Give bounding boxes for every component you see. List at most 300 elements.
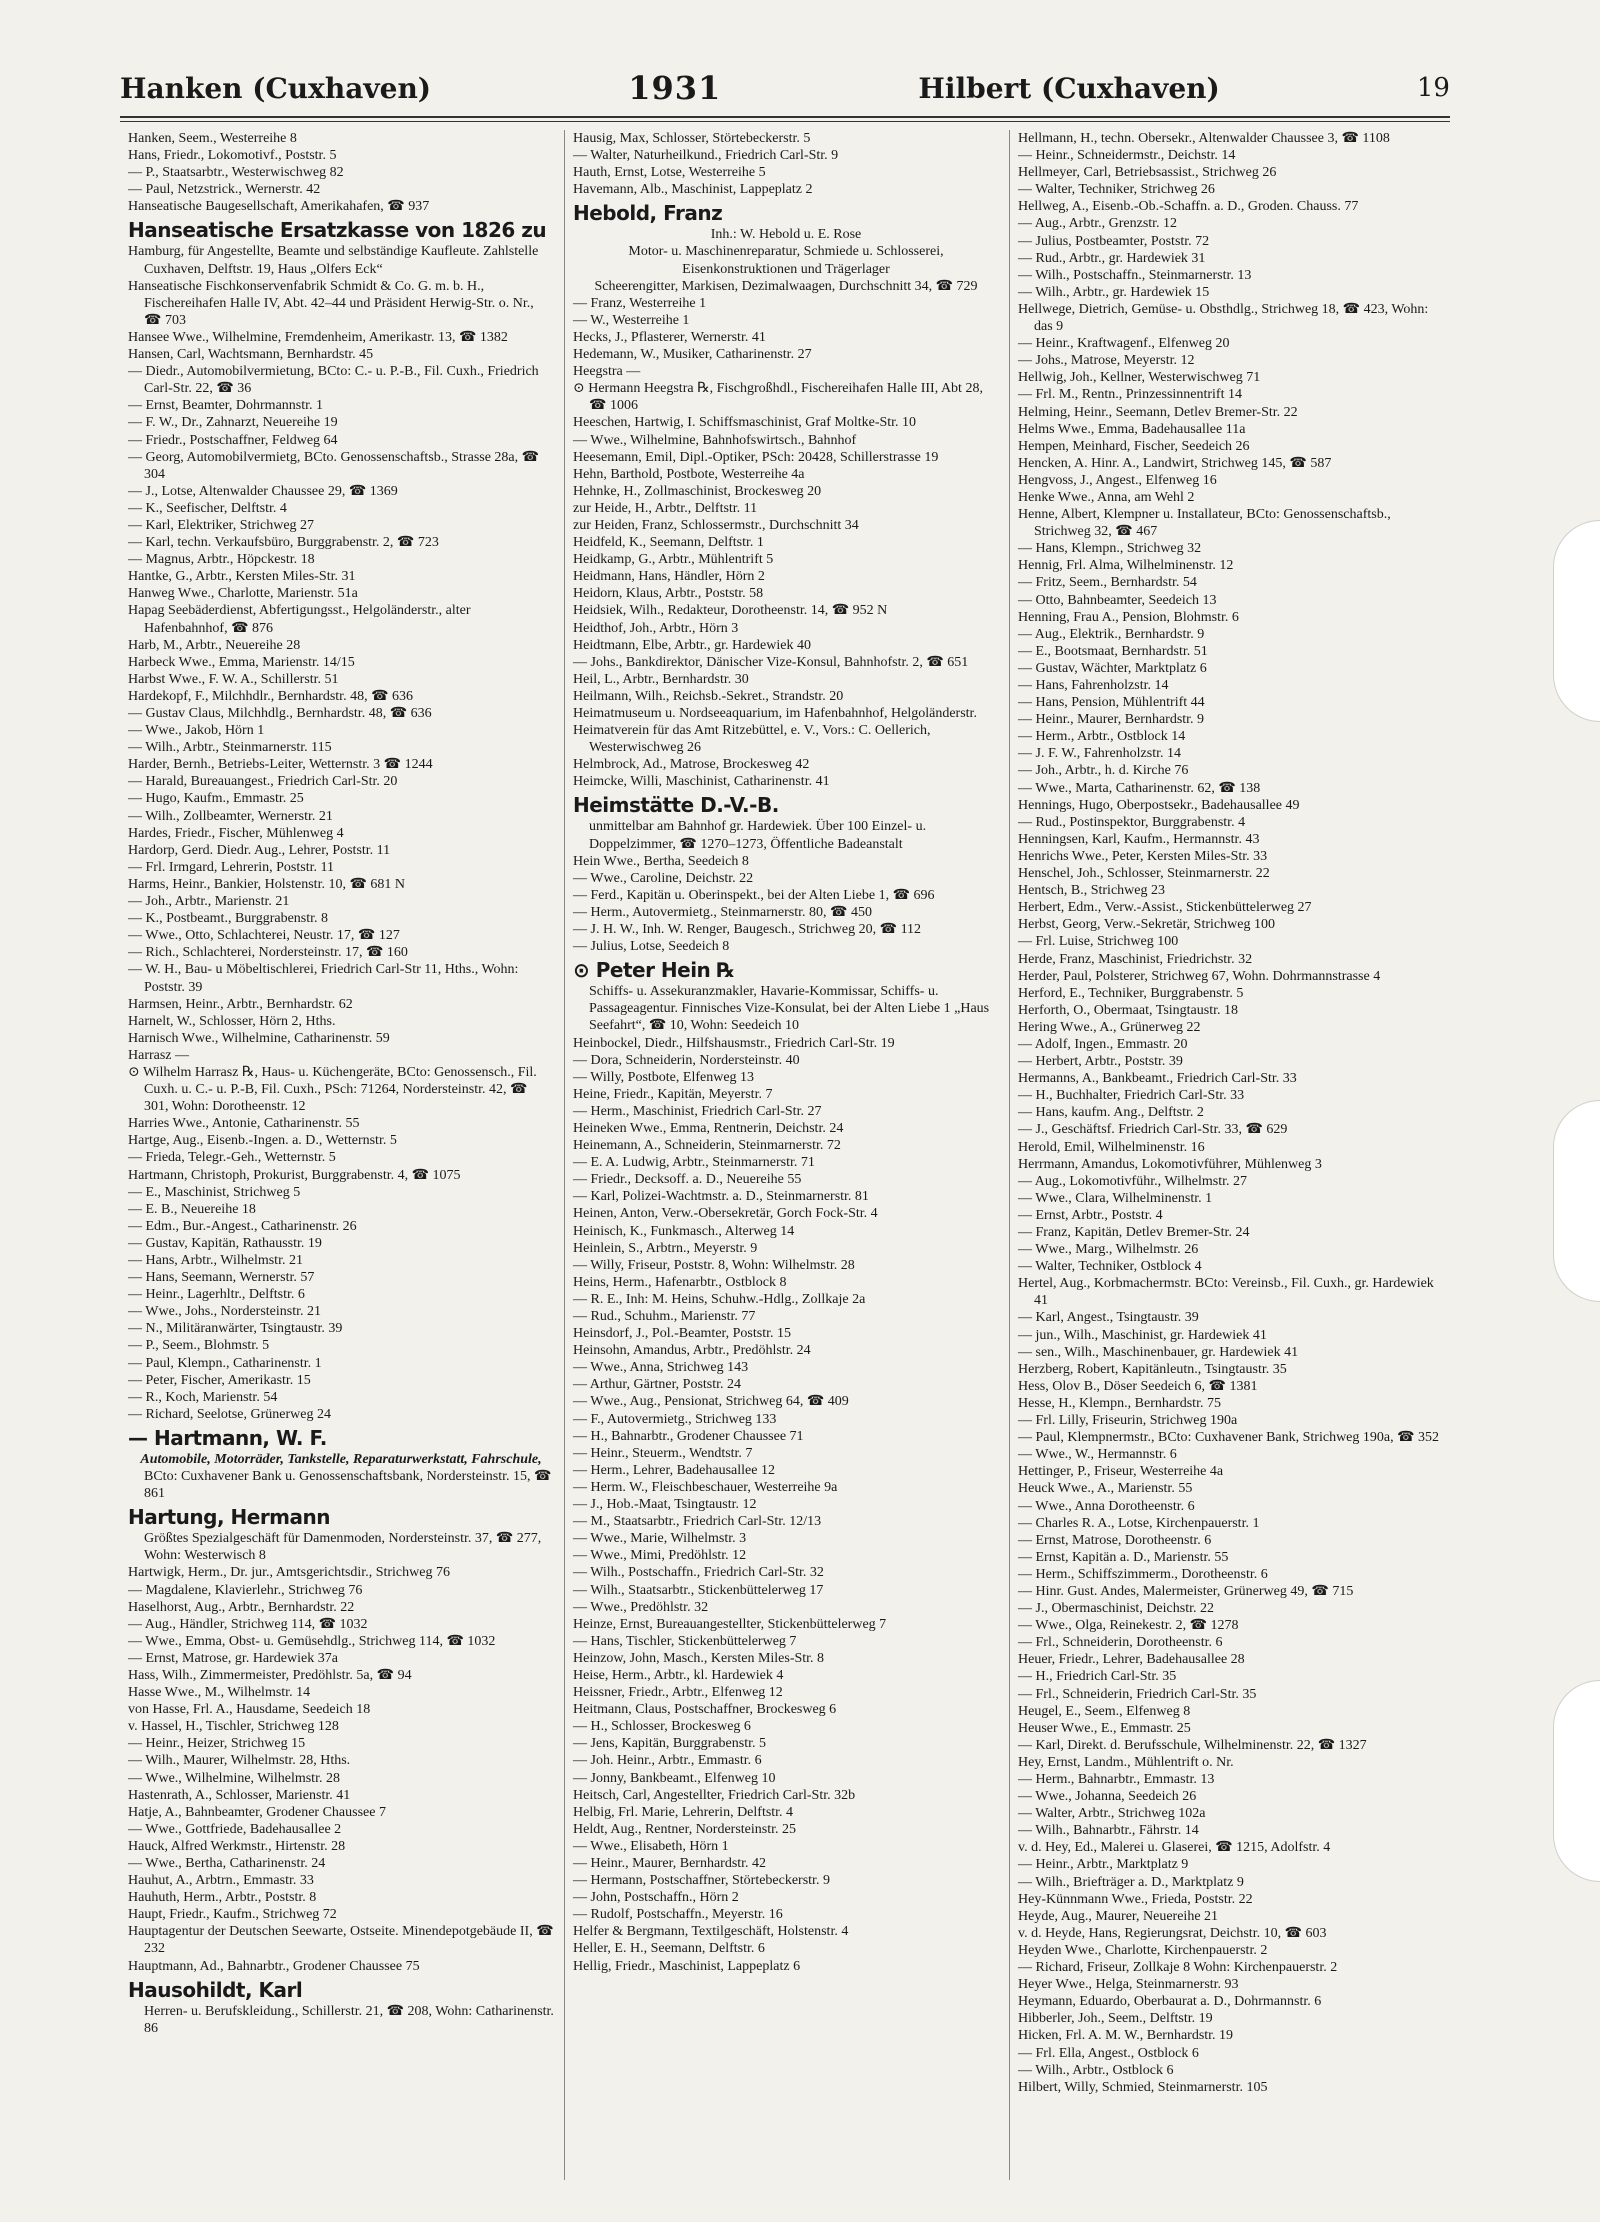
directory-entry: Heidthof, Joh., Arbtr., Hörn 3 xyxy=(573,620,739,636)
directory-entry: — Hugo, Kaufm., Emmastr. 25 xyxy=(128,791,304,807)
directory-entry: Hebold, Franz xyxy=(573,201,723,226)
directory-entry: — Walter, Arbtr., Strichweg 102a xyxy=(1018,1806,1206,1822)
directory-entry: Heitmann, Claus, Postschaffner, Brockesweg 6 xyxy=(573,1702,837,1718)
directory-entry: Hellwege, Dietrich, Gemüse- u. Obsthdlg., Strichweg 18, ☎ 423, Wohn: das 9 xyxy=(1018,301,1429,335)
directory-entry: Heeschen, Hartwig, I. Schiffsmaschinist, Graf Moltke-Str. 10 xyxy=(573,415,917,431)
directory-entry: — Frl. M., Rentn., Prinzessinnentrift 14 xyxy=(1018,387,1242,403)
directory-entry: Hecks, J., Pflasterer, Wernerstr. 41 xyxy=(573,329,766,345)
directory-entry: Hauth, Ernst, Lotse, Westerreihe 5 xyxy=(573,165,766,181)
directory-entry: — Ferd., Kapitän u. Oberinspekt., bei der Alten Liebe 1, ☎ 696 xyxy=(573,887,935,903)
directory-entry: — Herm., Lehrer, Badehausallee 12 xyxy=(573,1462,775,1478)
directory-entry: — Richard, Friseur, Zollkaje 8 Wohn: Kirchenpauerstr. 2 xyxy=(1018,1960,1338,1976)
directory-entry: Heinsohn, Amandus, Arbtr., Predöhlstr. 24 xyxy=(573,1343,811,1359)
directory-entry: — W., Westerreihe 1 xyxy=(573,312,690,328)
directory-entry: — Jonny, Bankbeamt., Elfenweg 10 xyxy=(573,1770,776,1786)
column-2 xyxy=(564,130,999,2180)
directory-entry: — Diedr., Automobilvermietung, BCto: C.- u. P.-B., Fil. Cuxh., Friedrich Carl-Str. 22, ☎ 36 xyxy=(128,364,539,397)
directory-entry: Harnelt, W., Schlosser, Hörn 2, Hths. xyxy=(128,1013,336,1029)
directory-entry: — Rud., Arbtr., gr. Hardewiek 31 xyxy=(1018,250,1206,266)
directory-entry: — jun., Wilh., Maschinist, gr. Hardewiek 41 xyxy=(1018,1327,1267,1343)
directory-entry: — Wwe., Johs., Nordersteinstr. 21 xyxy=(128,1304,321,1320)
directory-entry: Haselhorst, Aug., Arbtr., Bernhardstr. 22 xyxy=(128,1599,355,1615)
directory-entry: Heyde, Aug., Maurer, Neuereihe 21 xyxy=(1018,1908,1219,1924)
directory-entry: — Gustav Claus, Milchhdlg., Bernhardstr. 48, ☎ 636 xyxy=(128,706,432,721)
directory-entry: Hicken, Frl. A. M. W., Bernhardstr. 19 xyxy=(1018,2028,1234,2044)
directory-entry: — Wilh., Postschaffn., Friedrich Carl-Str. 32 xyxy=(573,1565,824,1581)
directory-entry: Helmbrock, Ad., Matrose, Brockesweg 42 xyxy=(573,757,810,773)
directory-entry: Heidmann, Hans, Händler, Hörn 2 xyxy=(573,569,765,585)
directory-entry: — H., Buchhalter, Friedrich Carl-Str. 33 xyxy=(1018,1088,1245,1104)
directory-entry: Heidorn, Klaus, Arbtr., Poststr. 58 xyxy=(573,586,764,602)
directory-entry: — P., Seem., Blohmstr. 5 xyxy=(128,1338,270,1354)
directory-entry: zur Heide, H., Arbtr., Delftstr. 11 xyxy=(573,500,758,516)
directory-entry: Hardekopf, F., Milchhdlr., Bernhardstr. 48, ☎ 636 xyxy=(128,688,414,704)
directory-entry: Heuer, Friedr., Lehrer, Badehausallee 28 xyxy=(1018,1652,1245,1668)
directory-entry: — Harald, Bureauangest., Friedrich Carl-Str. 20 xyxy=(128,774,398,790)
page-number: 19 xyxy=(1416,73,1450,103)
directory-entry: Hentsch, B., Strichweg 23 xyxy=(1018,883,1165,899)
directory-entry: Hartung, Hermann xyxy=(128,1505,330,1530)
directory-entry: Heinlein, S., Arbtrn., Meyerstr. 9 xyxy=(573,1240,758,1256)
directory-entry: — Herm., Autovermietg., Steinmarnerstr. 80, ☎ 450 xyxy=(573,904,872,920)
directory-entry: — Hans, kaufm. Ang., Delftstr. 2 xyxy=(1018,1105,1204,1121)
directory-entry: Heinemann, A., Schneiderin, Steinmarnerstr. 72 xyxy=(573,1138,841,1154)
directory-entry: — Wilh., Zollbeamter, Wernerstr. 21 xyxy=(128,808,333,824)
directory-entry: Herren- u. Berufskleidung., Schillerstr. 21, ☎ 208, Wohn: Catharinenstr. 86 xyxy=(144,2003,554,2036)
directory-entry: Henrichs Wwe., Peter, Kersten Miles-Str. 33 xyxy=(1018,848,1268,864)
directory-entry: Heinen, Anton, Verw.-Obersekretär, Gorch Fock-Str. 4 xyxy=(573,1206,878,1222)
directory-entry: Henning, Frau A., Pension, Blohmstr. 6 xyxy=(1018,609,1239,625)
directory-entry: Hasse Wwe., M., Wilhelmstr. 14 xyxy=(128,1685,311,1701)
directory-entry: — Friedr., Decksoff. a. D., Neuereihe 55 xyxy=(573,1172,802,1188)
directory-entry: — P., Staatsarbtr., Westerwischweg 82 xyxy=(128,165,344,181)
directory-entry: Heldt, Aug., Rentner, Nordersteinstr. 25 xyxy=(573,1821,797,1837)
directory-entry: Hanseatische Ersatzkasse von 1826 zu xyxy=(128,218,547,243)
directory-entry: — Walter, Techniker, Strichweg 26 xyxy=(1018,182,1215,198)
directory-entry: — Wilh., Arbtr., Ostblock 6 xyxy=(1018,2062,1174,2078)
directory-entry: — Aug., Händler, Strichweg 114, ☎ 1032 xyxy=(128,1616,368,1632)
directory-entry: Heinbockel, Diedr., Hilfshausmstr., Friedrich Carl-Str. 19 xyxy=(573,1035,895,1051)
directory-entry: Heise, Herm., Arbtr., kl. Hardewiek 4 xyxy=(573,1667,784,1683)
directory-entry: — John, Postschaffn., Hörn 2 xyxy=(573,1890,739,1906)
directory-entry: — Paul, Klempn., Catharinenstr. 1 xyxy=(128,1355,322,1371)
directory-entry: Harms, Heinr., Bankier, Holstenstr. 10, ☎ 681 N xyxy=(128,876,406,892)
directory-columns xyxy=(128,130,1444,2180)
directory-entry: Hans, Friedr., Lokomotivf., Poststr. 5 xyxy=(128,148,337,164)
directory-entry: — J., Lotse, Altenwalder Chaussee 29, ☎ 1369 xyxy=(128,483,398,499)
directory-entry: Heinsdorf, J., Pol.-Beamter, Poststr. 15 xyxy=(573,1326,791,1342)
directory-entry: — Friedr., Postschaffner, Feldweg 64 xyxy=(128,432,338,448)
directory-entry: Inh.: W. Hebold u. E. Rose xyxy=(710,227,862,243)
directory-entry: — Karl, Direkt. d. Berufsschule, Wilhelminenstr. 22, ☎ 1327 xyxy=(1018,1737,1367,1753)
directory-entry: Hesse, H., Klempn., Bernhardstr. 75 xyxy=(1018,1395,1221,1411)
directory-entry: Hardorp, Gerd. Diedr. Aug., Lehrer, Poststr. 11 xyxy=(128,842,391,858)
directory-entry: Heidtmann, Elbe, Arbtr., gr. Hardewiek 40 xyxy=(573,637,811,653)
directory-entry: — Paul, Klempnermstr., BCto: Cuxhavener Bank, Strichweg 190a, ☎ 352 xyxy=(1018,1430,1440,1446)
directory-entry: Heyden Wwe., Charlotte, Kirchenpauerstr. 2 xyxy=(1018,1942,1268,1958)
directory-entry: Hass, Wilh., Zimmermeister, Predöhlstr. 5a, ☎ 94 xyxy=(128,1667,412,1683)
page-header xyxy=(120,64,1450,112)
directory-entry: — Karl, Polizei-Wachtmstr. a. D., Steinmarnerstr. 81 xyxy=(573,1189,869,1205)
directory-entry: Harries Wwe., Antonie, Catharinenstr. 55 xyxy=(128,1116,360,1132)
directory-entry: — Herbert, Arbtr., Poststr. 39 xyxy=(1018,1054,1183,1070)
directory-entry: — Arthur, Gärtner, Poststr. 24 xyxy=(573,1377,742,1393)
directory-entry: unmittelbar am Bahnhof gr. Hardewiek. Über 100 Einzel- u. Doppelzimmer, ☎ 1270–1273, Öffentliche Badeanstalt xyxy=(589,819,927,852)
directory-entry: Automobile, Motorräder, Tankstelle, Reparaturwerkstatt, Fahrschule, xyxy=(140,1451,542,1467)
directory-entry: Heinze, Ernst, Bureauangestellter, Stickenbüttelerweg 7 xyxy=(573,1616,887,1632)
directory-entry: Hehn, Barthold, Postbote, Westerreihe 4a xyxy=(573,466,805,482)
directory-entry: — Karl, Elektriker, Strichweg 27 xyxy=(128,517,315,533)
directory-entry: Heesemann, Emil, Dipl.-Optiker, PSch: 20428, Schillerstrasse 19 xyxy=(573,449,939,465)
directory-entry: — Adolf, Ingen., Emmastr. 20 xyxy=(1018,1036,1188,1052)
header-rule-thin xyxy=(120,121,1450,122)
directory-entry: Herold, Emil, Wilhelminenstr. 16 xyxy=(1018,1139,1205,1155)
directory-entry: — Heinr., Kraftwagenf., Elfenweg 20 xyxy=(1018,336,1230,352)
column-1 xyxy=(128,130,554,2180)
directory-entry: Heidfeld, K., Seemann, Delftstr. 1 xyxy=(573,535,764,551)
directory-entry: Hauptmann, Ad., Bahnarbtr., Grodener Chaussee 75 xyxy=(128,1958,420,1974)
directory-entry: — Herm., Schiffszimmerm., Dorotheenstr. 6 xyxy=(1018,1566,1268,1582)
header-right-keyword: Hilbert (Cuxhaven) xyxy=(918,71,1220,105)
directory-entry: Heineken Wwe., Emma, Rentnerin, Deichstr. 24 xyxy=(573,1120,844,1136)
directory-entry: — Hermann, Postschaffner, Störtebeckerstr. 9 xyxy=(573,1873,830,1889)
directory-entry: — Wwe., Johanna, Seedeich 26 xyxy=(1018,1789,1197,1805)
directory-entry: — Heinr., Schneidermstr., Deichstr. 14 xyxy=(1018,148,1236,164)
directory-entry: — Franz, Kapitän, Detlev Bremer-Str. 24 xyxy=(1018,1225,1250,1240)
directory-entry: Heins, Herm., Hafenarbtr., Ostblock 8 xyxy=(573,1274,787,1290)
directory-entry: Harb, M., Arbtr., Neuereihe 28 xyxy=(128,637,301,653)
directory-entry: — Wwe., Anna, Strichweg 143 xyxy=(573,1360,749,1376)
directory-entry: Herford, E., Techniker, Burggrabenstr. 5 xyxy=(1018,985,1244,1001)
directory-entry: Harbst Wwe., F. W. A., Schillerstr. 51 xyxy=(128,671,339,687)
directory-entry: — Hans, Tischler, Stickenbüttelerweg 7 xyxy=(573,1633,797,1649)
directory-entry: Herzberg, Robert, Kapitänleutn., Tsingtaustr. 35 xyxy=(1018,1361,1287,1377)
directory-entry: Heidsiek, Wilh., Redakteur, Dorotheenstr. 14, ☎ 952 N xyxy=(573,603,888,619)
directory-entry: — Aug., Lokomotivführ., Wilhelmstr. 27 xyxy=(1018,1173,1248,1189)
directory-entry: Harnisch Wwe., Wilhelmine, Catharinenstr. 59 xyxy=(128,1030,390,1046)
directory-entry: Hauhuth, Herm., Arbtr., Poststr. 8 xyxy=(128,1890,317,1906)
directory-entry: — Paul, Netzstrick., Wernerstr. 42 xyxy=(128,182,321,198)
directory-entry: Heugel, E., Seem., Elfenweg 8 xyxy=(1018,1703,1191,1719)
directory-entry: Scheerengitter, Markisen, Dezimalwaagen, Durchschnitt 34, ☎ 729 xyxy=(594,278,978,294)
directory-entry: Helming, Heinr., Seemann, Detlev Bremer-Str. 22 xyxy=(1018,404,1298,420)
directory-entry: Hess, Olov B., Döser Seedeich 6, ☎ 1381 xyxy=(1018,1378,1258,1394)
directory-entry: — Wwe., Wilhelmine, Bahnhofswirtsch., Bahnhof xyxy=(573,432,857,448)
directory-entry: Heyer Wwe., Helga, Steinmarnerstr. 93 xyxy=(1018,1977,1239,1993)
directory-entry: Haupt, Friedr., Kaufm., Strichweg 72 xyxy=(128,1907,337,1923)
binder-tab-cutout xyxy=(1553,1100,1600,1302)
directory-entry: Hennig, Frl. Alma, Wilhelminenstr. 12 xyxy=(1018,558,1234,574)
directory-entry: Helbig, Frl. Marie, Lehrerin, Delftstr. 4 xyxy=(573,1804,794,1820)
directory-entry: BCto: Cuxhavener Bank u. Genossenschaftsbank, Nordersteinstr. 15, ☎ 861 xyxy=(144,1469,552,1502)
directory-entry: Herde, Franz, Maschinist, Friedrichstr. 32 xyxy=(1018,951,1253,967)
directory-entry: Hein Wwe., Bertha, Seedeich 8 xyxy=(573,853,749,869)
directory-entry: Hering Wwe., A., Grünerweg 22 xyxy=(1018,1019,1201,1035)
directory-entry: Helms Wwe., Emma, Badehausallee 11a xyxy=(1018,421,1246,437)
directory-entry: von Hasse, Frl. A., Hausdame, Seedeich 18 xyxy=(128,1702,371,1718)
directory-entry: — H., Bahnarbtr., Grodener Chaussee 71 xyxy=(573,1428,804,1444)
directory-entry: — Wilh., Staatsarbtr., Stickenbüttelerweg 17 xyxy=(573,1582,824,1598)
directory-entry: zur Heiden, Franz, Schlossermstr., Durchschnitt 34 xyxy=(573,517,859,533)
directory-entry: — sen., Wilh., Maschinenbauer, gr. Hardewiek 41 xyxy=(1018,1344,1299,1360)
directory-entry: — Wwe., Gottfriede, Badehausallee 2 xyxy=(128,1821,342,1837)
directory-entry: — Karl, techn. Verkaufsbüro, Burggrabenstr. 2, ☎ 723 xyxy=(128,535,439,551)
directory-entry: Heimcke, Willi, Maschinist, Catharinenstr. 41 xyxy=(573,774,830,790)
directory-entry: — Franz, Westerreihe 1 xyxy=(573,295,707,311)
directory-entry: — Herm., Arbtr., Ostblock 14 xyxy=(1018,729,1186,745)
directory-entry: v. Hassel, H., Tischler, Strichweg 128 xyxy=(128,1719,339,1735)
directory-entry: — Charles R. A., Lotse, Kirchenpauerstr. 1 xyxy=(1018,1515,1260,1531)
directory-entry: — Wwe., Marie, Wilhelmstr. 3 xyxy=(573,1531,747,1547)
directory-entry: Hardes, Friedr., Fischer, Mühlenweg 4 xyxy=(128,825,344,841)
directory-entry: — Wwe., Olga, Reinekestr. 2, ☎ 1278 xyxy=(1018,1618,1239,1634)
directory-entry: — Wwe., Mimi, Predöhlstr. 12 xyxy=(573,1548,747,1564)
directory-entry: — Rich., Schlachterei, Nordersteinstr. 17, ☎ 160 xyxy=(128,945,408,961)
directory-entry: — Hans, Klempn., Strichweg 32 xyxy=(1018,541,1202,557)
directory-entry: — Wwe., Clara, Wilhelminenstr. 1 xyxy=(1018,1190,1213,1206)
directory-entry: — Walter, Naturheilkund., Friedrich Carl-Str. 9 xyxy=(573,148,839,164)
directory-entry: Hibberler, Joh., Seem., Delftstr. 19 xyxy=(1018,2011,1213,2027)
directory-entry: Heil, L., Arbtr., Bernhardstr. 30 xyxy=(573,671,749,687)
directory-entry: — Hinr. Gust. Andes, Malermeister, Grünerweg 49, ☎ 715 xyxy=(1018,1583,1354,1599)
directory-entry: — Frl. Lilly, Friseurin, Strichweg 190a xyxy=(1018,1413,1238,1429)
directory-entry: — Julius, Postbeamter, Poststr. 72 xyxy=(1018,233,1210,249)
directory-entry: — Wwe., Caroline, Deichstr. 22 xyxy=(573,870,754,886)
directory-entry: — Wilh., Arbtr., gr. Hardewiek 15 xyxy=(1018,284,1210,300)
directory-entry: — Georg, Automobilvermietg, BCto. Genossenschaftsb., Strasse 28a, ☎ 304 xyxy=(128,449,540,482)
directory-entry: — Frl., Schneiderin, Friedrich Carl-Str. 35 xyxy=(1018,1686,1257,1702)
directory-entry: — Herm. W., Fleischbeschauer, Westerreihe 9a xyxy=(573,1479,838,1495)
directory-entry: Hanseatische Baugesellschaft, Amerikahafen, ☎ 937 xyxy=(128,199,430,215)
directory-entry: Hamburg, für Angestellte, Beamte und selbständige Kaufleute. Zahlstelle Cuxhaven, Delftstr. 19, Haus „Olfers Eck“ xyxy=(128,244,539,277)
directory-entry: Heuck Wwe., A., Marienstr. 55 xyxy=(1018,1481,1193,1497)
directory-entry: — Frieda, Telegr.-Geh., Wetternstr. 5 xyxy=(128,1150,336,1166)
directory-entry: Heinzow, John, Masch., Kersten Miles-Str. 8 xyxy=(573,1650,825,1666)
header-rule xyxy=(120,116,1450,118)
directory-entry: Heissner, Friedr., Arbtr., Elfenweg 12 xyxy=(573,1685,783,1701)
directory-entry: — Magdalene, Klavierlehr., Strichweg 76 xyxy=(128,1582,363,1598)
directory-entry: — Hartmann, W. F. xyxy=(128,1425,327,1450)
directory-entry: — Joh. Heinr., Arbtr., Emmastr. 6 xyxy=(573,1753,762,1769)
directory-entry: Hedemann, W., Musiker, Catharinenstr. 27 xyxy=(573,347,812,363)
directory-entry: Hanken, Seem., Westerreihe 8 xyxy=(128,131,297,146)
directory-entry: Hausohildt, Karl xyxy=(128,1977,303,2002)
directory-entry: Hatje, A., Bahnbeamter, Grodener Chaussee 7 xyxy=(128,1804,386,1820)
directory-entry: — Wwe., Jakob, Hörn 1 xyxy=(128,723,265,739)
directory-entry: Heimstätte D.-V.-B. xyxy=(573,793,779,818)
directory-entry: — Wwe., Elisabeth, Hörn 1 xyxy=(573,1838,729,1854)
directory-entry: Harmsen, Heinr., Arbtr., Bernhardstr. 62 xyxy=(128,996,353,1012)
directory-entry: Henne, Albert, Klempner u. Installateur, BCto: Genossenschaftsb., Strichweg 32, ☎ 467 xyxy=(1018,507,1391,540)
directory-entry: — Johs., Matrose, Meyerstr. 12 xyxy=(1018,353,1195,369)
directory-entry: Herforth, O., Obermaat, Tsingtaustr. 18 xyxy=(1018,1002,1238,1018)
directory-entry: — M., Staatsarbtr., Friedrich Carl-Str. 12/13 xyxy=(573,1514,822,1530)
directory-entry: — Willy, Friseur, Poststr. 8, Wohn: Wilhelmstr. 28 xyxy=(573,1257,855,1273)
directory-entry: Hartge, Aug., Eisenb.-Ingen. a. D., Wetternstr. 5 xyxy=(128,1133,397,1149)
directory-entry: Heimatmuseum u. Nordseeaquarium, im Hafenbahnhof, Helgoländerstr. xyxy=(573,706,977,721)
directory-entry: Herbert, Edm., Verw.-Assist., Stickenbüttelerweg 27 xyxy=(1018,900,1312,916)
directory-entry: Herder, Paul, Polsterer, Strichweg 67, Wohn. Dohrmannstrasse 4 xyxy=(1018,968,1381,984)
directory-entry: — Herm., Bahnarbtr., Emmastr. 13 xyxy=(1018,1772,1215,1787)
directory-entry: — Wilh., Briefträger a. D., Marktplatz 9 xyxy=(1018,1874,1244,1890)
directory-entry: — Hans, Seemann, Wernerstr. 57 xyxy=(128,1270,315,1286)
directory-entry: v. d. Hey, Ed., Malerei u. Glaserei, ☎ 1215, Adolfstr. 4 xyxy=(1018,1840,1331,1856)
directory-entry: — Heinr., Heizer, Strichweg 15 xyxy=(128,1736,306,1752)
directory-entry: Schiffs- u. Assekuranzmakler, Havarie-Kommissar, Schiffs- u. Passageagentur. Finnisches Vize-Konsulat, bei der Alten Liebe 1 „Haus Seefahrt“, ☎ 10, Wohn: Seedeich 10 xyxy=(589,984,990,1034)
directory-entry: Herrmann, Amandus, Lokomotivführer, Mühlenweg 3 xyxy=(1018,1156,1322,1172)
directory-entry: — R. E., Inh: M. Heins, Schuhw.-Hdlg., Zollkaje 2a xyxy=(573,1291,866,1307)
directory-entry: Hellweg, A., Eisenb.-Ob.-Schaffn. a. D., Groden. Chauss. 77 xyxy=(1018,199,1359,215)
directory-entry: — J., Obermaschinist, Deichstr. 22 xyxy=(1018,1601,1214,1617)
directory-entry: — Rud., Schuhm., Marienstr. 77 xyxy=(573,1309,756,1324)
directory-entry: ⊙ Peter Hein ℞ xyxy=(573,958,735,983)
directory-entry: Hausig, Max, Schlosser, Störtebeckerstr. 5 xyxy=(573,131,811,146)
directory-entry: Helfer & Bergmann, Textilgeschäft, Holstenstr. 4 xyxy=(573,1924,849,1940)
binder-tab-cutout xyxy=(1553,1680,1600,1882)
directory-entry: Heitsch, Carl, Angestellter, Friedrich Carl-Str. 32b xyxy=(573,1787,856,1803)
directory-entry: ⊙ Wilhelm Harrasz ℞, Haus- u. Küchengeräte, BCto: Genossensch., Fil. Cuxh. u. C.- u. P.-B, Fil. Cuxh., PSch: 71264, Nordersteinstr. 42, ☎ 301, Wohn: Dorotheenstr. 12 xyxy=(128,1064,537,1115)
directory-entry: Henningsen, Karl, Kaufm., Hermannstr. 43 xyxy=(1018,831,1260,847)
directory-entry: — Wilh., Postschaffn., Steinmarnerstr. 13 xyxy=(1018,267,1252,283)
directory-entry: ⊙ Hermann Heegstra ℞, Fischgroßhdl., Fischereihafen Halle III, Abt 28, ☎ 1006 xyxy=(573,381,983,414)
directory-entry: — Wwe., Bertha, Catharinenstr. 24 xyxy=(128,1856,326,1871)
directory-entry: Hansee Wwe., Wilhelmine, Fremdenheim, Amerikastr. 13, ☎ 1382 xyxy=(128,329,508,345)
directory-entry: Hantke, G., Arbtr., Kersten Miles-Str. 31 xyxy=(128,569,356,585)
directory-entry: Harrasz — xyxy=(128,1047,190,1063)
directory-entry: Heidkamp, G., Arbtr., Mühlentrift 5 xyxy=(573,552,774,568)
directory-entry: Hauck, Alfred Werkmstr., Hirtenstr. 28 xyxy=(128,1838,346,1854)
directory-entry: — Joh., Arbtr., h. d. Kirche 76 xyxy=(1018,763,1189,779)
directory-entry: — Frl. Ella, Angest., Ostblock 6 xyxy=(1018,2045,1199,2061)
directory-entry: — Walter, Techniker, Ostblock 4 xyxy=(1018,1259,1202,1275)
directory-entry: — Joh., Arbtr., Marienstr. 21 xyxy=(128,894,290,910)
directory-entry: — Dora, Schneiderin, Nordersteinstr. 40 xyxy=(573,1052,800,1068)
directory-entry: — Julius, Lotse, Seedeich 8 xyxy=(573,939,730,955)
directory-entry: Hey-Künnmann Wwe., Frieda, Poststr. 22 xyxy=(1018,1891,1253,1907)
directory-entry: Heuser Wwe., E., Emmastr. 25 xyxy=(1018,1720,1191,1736)
directory-entry: — Hans, Fahrenholzstr. 14 xyxy=(1018,678,1169,693)
directory-entry: Hanweg Wwe., Charlotte, Marienstr. 51a xyxy=(128,586,358,602)
directory-entry: — Wilh., Bahnarbtr., Fährstr. 14 xyxy=(1018,1823,1199,1839)
directory-entry: Hellmeyer, Carl, Betriebsassist., Strichweg 26 xyxy=(1018,165,1277,181)
directory-entry: — Fritz, Seem., Bernhardstr. 54 xyxy=(1018,575,1197,591)
directory-entry: Hennings, Hugo, Oberpostsekr., Badehausallee 49 xyxy=(1018,797,1300,813)
directory-entry: — Heinr., Lagerhltr., Delftstr. 6 xyxy=(128,1287,305,1303)
directory-entry: — N., Militäranwärter, Tsingtaustr. 39 xyxy=(128,1321,343,1337)
directory-entry: — F., Autovermietg., Strichweg 133 xyxy=(573,1411,777,1427)
directory-entry: — Wilh., Arbtr., Steinmarnerstr. 115 xyxy=(128,740,332,756)
column-3 xyxy=(1009,130,1444,2180)
directory-entry: — E. B., Neuereihe 18 xyxy=(128,1201,256,1217)
directory-entry: Hapag Seebäderdienst, Abfertigungsst., Helgoländerstr., alter Hafenbahnhof, ☎ 876 xyxy=(128,603,471,636)
directory-entry: — Wwe., Predöhlstr. 32 xyxy=(573,1599,709,1615)
directory-entry: — Hans, Pension, Mühlentrift 44 xyxy=(1018,695,1205,711)
directory-entry: — Ernst, Matrose, Dorotheenstr. 6 xyxy=(1018,1532,1212,1548)
binder-tab-cutout xyxy=(1553,520,1600,722)
directory-entry: Hauptagentur der Deutschen Seewarte, Ostseite. Minendepotgebäude II, ☎ 232 xyxy=(128,1924,554,1957)
directory-entry: Hencken, A. Hinr. A., Landwirt, Strichweg 145, ☎ 587 xyxy=(1018,455,1332,471)
directory-entry: Hartwigk, Herm., Dr. jur., Amtsgerichtsdir., Strichweg 76 xyxy=(128,1565,450,1581)
directory-entry: — Johs., Bankdirektor, Dänischer Vize-Konsul, Bahnhofstr. 2, ☎ 651 xyxy=(573,654,969,670)
directory-entry: v. d. Heyde, Hans, Regierungsrat, Deichstr. 10, ☎ 603 xyxy=(1018,1925,1327,1941)
directory-entry: Hey, Ernst, Landm., Mühlentrift o. Nr. xyxy=(1018,1754,1234,1770)
directory-entry: Hilbert, Willy, Schmied, Steinmarnerstr. 105 xyxy=(1018,2079,1268,2095)
directory-entry: — Wwe., Anna Dorotheenstr. 6 xyxy=(1018,1498,1195,1514)
directory-entry: Hauhut, A., Arbtrn., Emmastr. 33 xyxy=(128,1873,314,1889)
directory-entry: — Karl, Angest., Tsingtaustr. 39 xyxy=(1018,1310,1199,1326)
directory-entry: — Aug., Arbtr., Grenzstr. 12 xyxy=(1018,216,1178,232)
directory-entry: — Richard, Seelotse, Grünerweg 24 xyxy=(128,1406,331,1422)
directory-entry: — Heinr., Maurer, Bernhardstr. 42 xyxy=(573,1856,767,1871)
directory-entry: Harder, Bernh., Betriebs-Leiter, Wetternstr. 3 ☎ 1244 xyxy=(128,757,433,773)
directory-entry: — F. W., Dr., Zahnarzt, Neuereihe 19 xyxy=(128,415,338,431)
directory-entry: Heimatverein für das Amt Ritzebüttel, e. V., Vors.: C. Oellerich, Westerwischweg 26 xyxy=(573,723,931,756)
directory-entry: — K., Postbeamt., Burggrabenstr. 8 xyxy=(128,911,329,927)
directory-entry: — Hans, Arbtr., Wilhelmstr. 21 xyxy=(128,1253,303,1268)
directory-entry: Hansen, Carl, Wachtsmann, Bernhardstr. 45 xyxy=(128,347,374,363)
directory-entry: — R., Koch, Marienstr. 54 xyxy=(128,1389,278,1405)
directory-entry: Heine, Friedr., Kapitän, Meyerstr. 7 xyxy=(573,1086,773,1102)
directory-entry: — Peter, Fischer, Amerikastr. 15 xyxy=(128,1372,311,1388)
directory-entry: — K., Seefischer, Delftstr. 4 xyxy=(128,500,287,516)
directory-entry: Hengvoss, J., Angest., Elfenweg 16 xyxy=(1018,472,1217,488)
directory-entry: — J., Geschäftsf. Friedrich Carl-Str. 33, ☎ 629 xyxy=(1018,1122,1288,1138)
directory-entry: — Herm., Maschinist, Friedrich Carl-Str. 27 xyxy=(573,1103,822,1119)
directory-entry: Hermanns, A., Bankbeamt., Friedrich Carl-Str. 33 xyxy=(1018,1071,1297,1087)
directory-entry: Hellwig, Joh., Kellner, Westerwischweg 71 xyxy=(1018,370,1261,386)
directory-entry: — J., Hob.-Maat, Tsingtaustr. 12 xyxy=(573,1497,757,1513)
directory-entry: — H., Schlosser, Brockesweg 6 xyxy=(573,1719,751,1735)
directory-entry: — Frl. Luise, Strichweg 100 xyxy=(1018,934,1179,950)
directory-entry: — Jens, Kapitän, Burggrabenstr. 5 xyxy=(573,1736,766,1752)
directory-entry: — Ernst, Kapitän a. D., Marienstr. 55 xyxy=(1018,1549,1229,1565)
directory-entry: — E. A. Ludwig, Arbtr., Steinmarnerstr. 71 xyxy=(573,1155,815,1171)
directory-entry: Heilmann, Wilh., Reichsb.-Sekret., Strandstr. 20 xyxy=(573,688,844,704)
directory-entry: — Rudolf, Postschaffn., Meyerstr. 16 xyxy=(573,1907,783,1923)
directory-entry: Hettinger, P., Friseur, Westerreihe 4a xyxy=(1018,1464,1224,1480)
directory-entry: Henschel, Joh., Schlosser, Steinmarnerstr. 22 xyxy=(1018,866,1270,882)
directory-entry: — Wwe., W., Hermannstr. 6 xyxy=(1018,1447,1177,1463)
header-year: 1931 xyxy=(628,69,722,107)
directory-entry: — Frl., Schneiderin, Dorotheenstr. 6 xyxy=(1018,1635,1223,1651)
directory-entry: Havemann, Alb., Maschinist, Lappeplatz 2 xyxy=(573,182,813,198)
directory-entry: Hartmann, Christoph, Prokurist, Burggrabenstr. 4, ☎ 1075 xyxy=(128,1167,461,1183)
directory-entry: Heinisch, K., Funkmasch., Alterweg 14 xyxy=(573,1223,795,1239)
directory-entry: Größtes Spezialgeschäft für Damenmoden, Nordersteinstr. 37, ☎ 277, Wohn: Westerwisch 8 xyxy=(144,1531,542,1564)
directory-entry: — Wwe., Emma, Obst- u. Gemüsehdlg., Strichweg 114, ☎ 1032 xyxy=(128,1633,496,1649)
directory-entry: Hellmann, H., techn. Obersekr., Altenwalder Chaussee 3, ☎ 1108 xyxy=(1018,131,1390,146)
directory-entry: Heller, E. H., Seemann, Delftstr. 6 xyxy=(573,1941,765,1957)
directory-entry: — Gustav, Kapitän, Rathausstr. 19 xyxy=(128,1235,322,1251)
directory-entry: Hanseatische Fischkonservenfabrik Schmidt & Co. G. m. b. H., Fischereihafen Halle IV, Abt. 42–44 und Präsident Herwig-Str. o. Nr., ☎ 703 xyxy=(128,278,534,328)
header-left-keyword: Hanken (Cuxhaven) xyxy=(120,71,432,105)
directory-entry: — Heinr., Maurer, Bernhardstr. 9 xyxy=(1018,712,1205,728)
directory-entry: — Otto, Bahnbeamter, Seedeich 13 xyxy=(1018,592,1217,608)
directory-entry: — Ernst, Beamter, Dohrmannstr. 1 xyxy=(128,398,324,414)
directory-entry: — J. H. W., Inh. W. Renger, Baugesch., Strichweg 20, ☎ 112 xyxy=(573,922,922,938)
directory-entry: — Aug., Elektrik., Bernhardstr. 9 xyxy=(1018,626,1205,642)
directory-entry: — Willy, Postbote, Elfenweg 13 xyxy=(573,1069,755,1085)
directory-entry: Hehnke, H., Zollmaschinist, Brockesweg 20 xyxy=(573,483,822,499)
directory-entry: Heegstra — xyxy=(573,364,641,380)
directory-entry: — Frl. Irmgard, Lehrerin, Poststr. 11 xyxy=(128,859,334,875)
directory-entry: Motor- u. Maschinenreparatur, Schmiede u. Schlosserei, Eisenkonstruktionen und Trägerlager xyxy=(628,244,944,277)
directory-entry: — Rud., Postinspektor, Burggrabenstr. 4 xyxy=(1018,814,1246,830)
directory-entry: — Heinr., Steuerm., Wendtstr. 7 xyxy=(573,1445,753,1461)
directory-entry: — H., Friedrich Carl-Str. 35 xyxy=(1018,1669,1177,1685)
directory-entry: — Wwe., Marg., Wilhelmstr. 26 xyxy=(1018,1242,1199,1258)
directory-entry: — Wwe., Otto, Schlachterei, Neustr. 17, ☎ 127 xyxy=(128,928,400,944)
